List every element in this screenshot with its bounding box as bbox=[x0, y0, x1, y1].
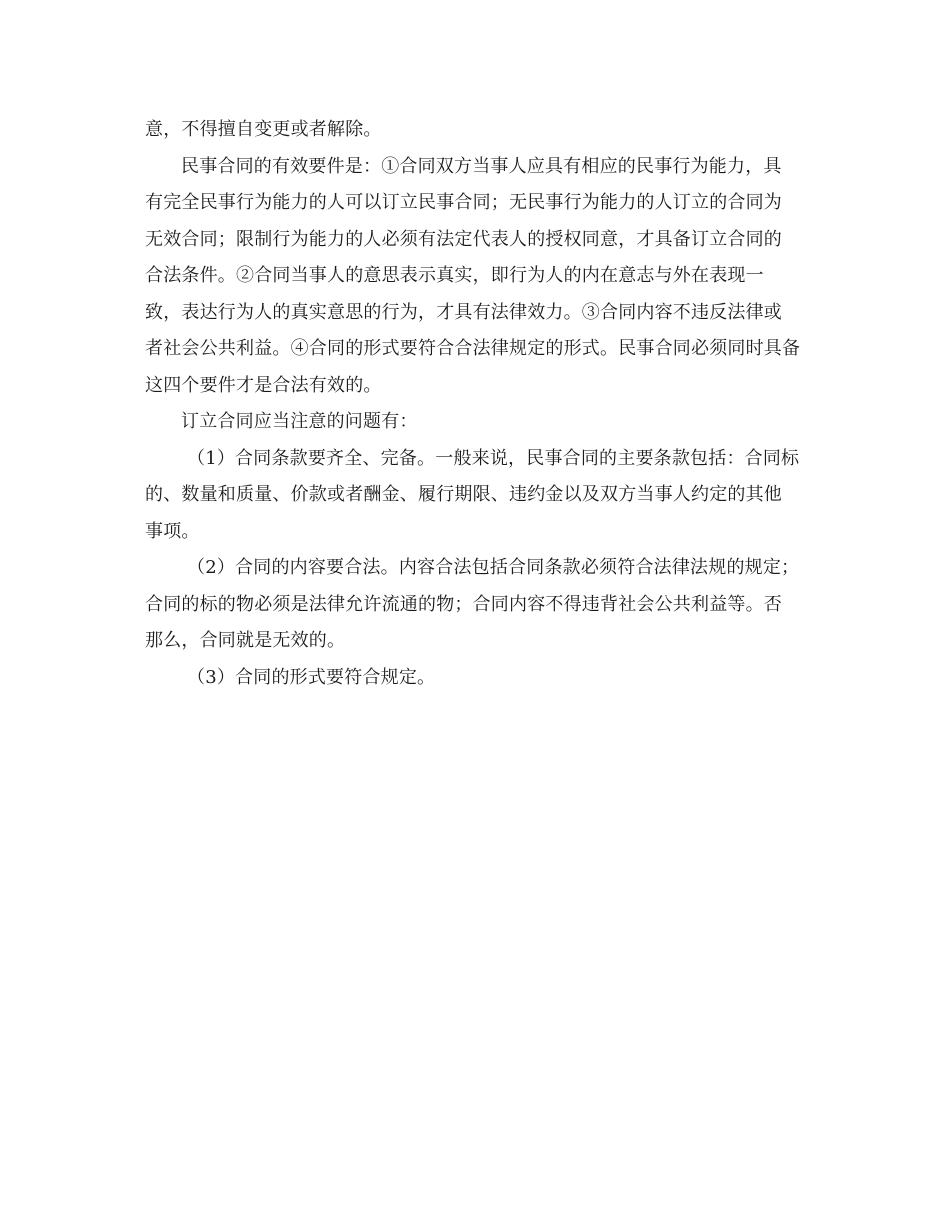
text-line: 的、数量和质量、价款或者酬金、履行期限、违约金以及双方当事人约定的其他 bbox=[145, 484, 782, 505]
text-line: 致，表达行为人的真实意思的行为，才具有法律效力。③合同内容不违反法律或 bbox=[145, 301, 782, 323]
text-line: 合同的标的物必须是法律允许流通的物；合同内容不得违背社会公共利益等。否 bbox=[145, 593, 782, 615]
text-line: 合法条件。②合同当事人的意思表示真实，即行为人的内在意志与外在表现一 bbox=[145, 265, 764, 286]
text-line: 意，不得擅自变更或者解除。 bbox=[145, 119, 382, 140]
text-line: 者社会公共利益。④合同的形式要符合合法律规定的形式。民事合同必须同时具备 bbox=[145, 338, 801, 359]
text-line: 民事合同的有效要件是：①合同双方当事人应具有相应的民事行为能力，具 bbox=[181, 155, 782, 177]
text-line: （1）合同条款要齐全、完备。一般来说，民事合同的主要条款包括：合同标 bbox=[187, 447, 800, 469]
text-line: 那么，合同就是无效的。 bbox=[145, 630, 346, 651]
text-line: （2）合同的内容要合法。内容合法包括合同条款必须符合法律法规的规定； bbox=[187, 557, 800, 578]
text-line: 这四个要件才是合法有效的。 bbox=[145, 374, 382, 396]
text-line: 事项。 bbox=[145, 520, 200, 542]
text-line: 无效合同；限制行为能力的人必须有法定代表人的授权同意，才具备订立合同的 bbox=[145, 228, 782, 250]
text-line: （3）合同的形式要符合规定。 bbox=[187, 666, 436, 688]
text-line: 订立合同应当注意的问题有： bbox=[181, 411, 418, 432]
document-body bbox=[145, 112, 805, 696]
text-line: 有完全民事行为能力的人可以订立民事合同；无民事行为能力的人订立的合同为 bbox=[145, 192, 782, 213]
